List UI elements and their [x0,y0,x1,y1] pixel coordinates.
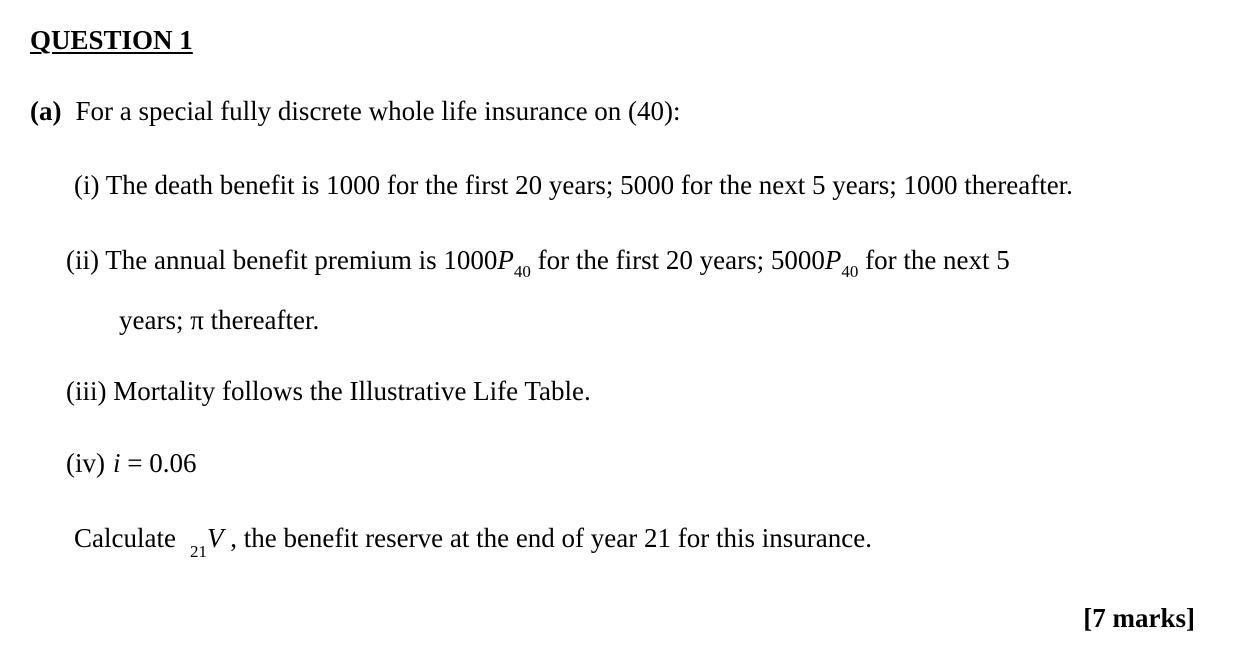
interest-variable: i [112,448,121,478]
item-i: (i) The death benefit is 1000 for the first 20 years; 5000 for the next 5 years; 1000 thereafter. [74,170,1073,200]
item-ii-continuation: years; π thereafter. [119,305,320,335]
item-iv-label: (iv) [66,448,105,478]
item-ii-suffix: for the next 5 [858,245,1010,275]
calculate-instruction [74,523,872,561]
part-a-intro [30,98,681,125]
marks-label: [7 marks] [1083,603,1195,633]
premium-subscript-1: 40 [513,262,531,281]
calculate-prefix: Calculate [74,523,176,553]
calculate-suffix: , the benefit reserve at the end of year 21 for this insurance. [223,523,872,553]
reserve-presubscript: 21 [189,542,207,561]
item-ii [66,245,1010,281]
item-iv [66,450,196,477]
interest-value: = 0.06 [120,448,197,478]
part-a-text: For a special fully discrete whole life insurance on (40): [75,96,681,126]
premium-subscript-2: 40 [841,262,859,281]
part-a-label: (a) [30,96,62,126]
premium-symbol-2: P [824,245,842,275]
question-heading: QUESTION 1 [30,25,193,55]
reserve-symbol: V [206,523,224,553]
premium-symbol-1: P [497,245,514,275]
item-ii-prefix: (ii) The annual benefit premium is 1000 [66,245,498,275]
item-ii-middle: for the first 20 years; 5000 [530,245,825,275]
item-iii: (iii) Mortality follows the Illustrative Life Table. [66,376,591,406]
